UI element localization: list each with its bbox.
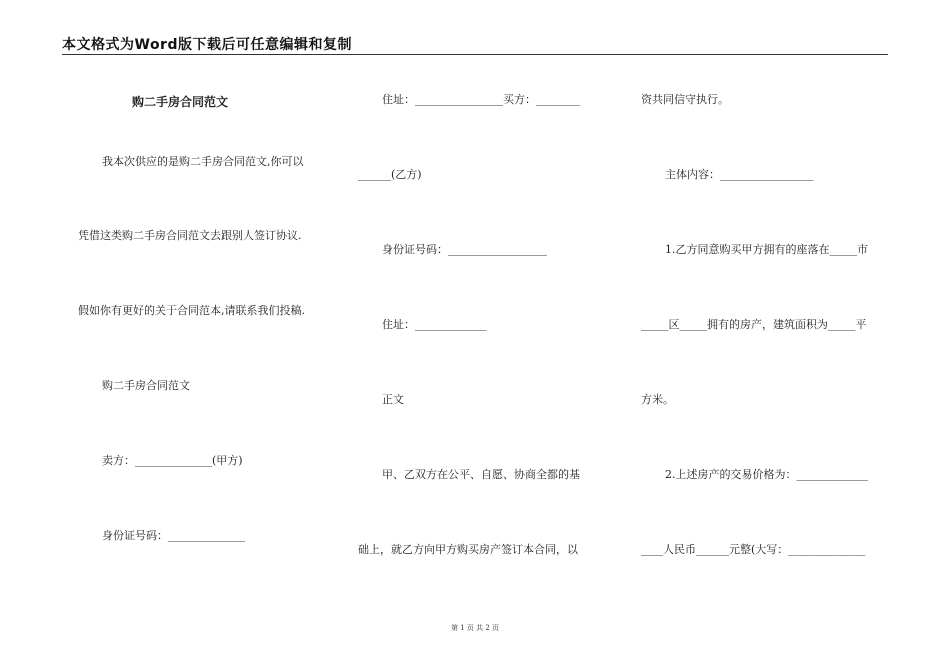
paragraph-line: 身份证号码：______________ — [102, 529, 245, 542]
paragraph-line: 住址：_____________ — [382, 318, 487, 331]
header-divider — [62, 54, 888, 55]
paragraph-line: 购二手房合同范文 — [102, 379, 190, 392]
paragraph-line: 甲、乙双方在公平、自愿、协商全都的基 — [382, 468, 580, 481]
paragraph-line: 凭借这类购二手房合同范文去跟别人签订协议. — [78, 229, 302, 242]
paragraph-line: 假如你有更好的关于合同范本,请联系我们投稿. — [78, 304, 305, 317]
paragraph-line: 1.乙方同意购买甲方拥有的座落在_____市 — [665, 243, 868, 256]
page-number: 第 1 页 共 2 页 — [450, 624, 500, 632]
paragraph-line: 卖方：______________(甲方) — [102, 454, 243, 467]
paragraph-line: ____人民币______元整(大写：______________ — [641, 543, 866, 556]
paragraph-line: 身份证号码：__________________ — [382, 243, 547, 256]
paragraph-line: 础上，就乙方向甲方购买房产签订本合同，以 — [358, 543, 578, 556]
paragraph-line: ______(乙方) — [358, 168, 422, 181]
paragraph-line: _____区_____拥有的房产，建筑面积为_____平 — [641, 318, 867, 331]
paragraph-line: 我本次供应的是购二手房合同范文,你可以 — [102, 155, 304, 168]
paragraph-line: 方米。 — [641, 393, 674, 406]
document-title: 购二手房合同范文 — [132, 95, 229, 109]
paragraph-line: 住址：________________买方：________ — [382, 93, 580, 106]
paragraph-line: 资共同信守执行。 — [641, 93, 729, 106]
document-header: 本文格式为Word版下载后可任意编辑和复制 — [62, 37, 352, 53]
paragraph-line: 主体内容：_________________ — [665, 168, 814, 181]
paragraph-line: 2.上述房产的交易价格为：_____________ — [665, 468, 868, 481]
section-heading: 正文 — [382, 393, 404, 406]
